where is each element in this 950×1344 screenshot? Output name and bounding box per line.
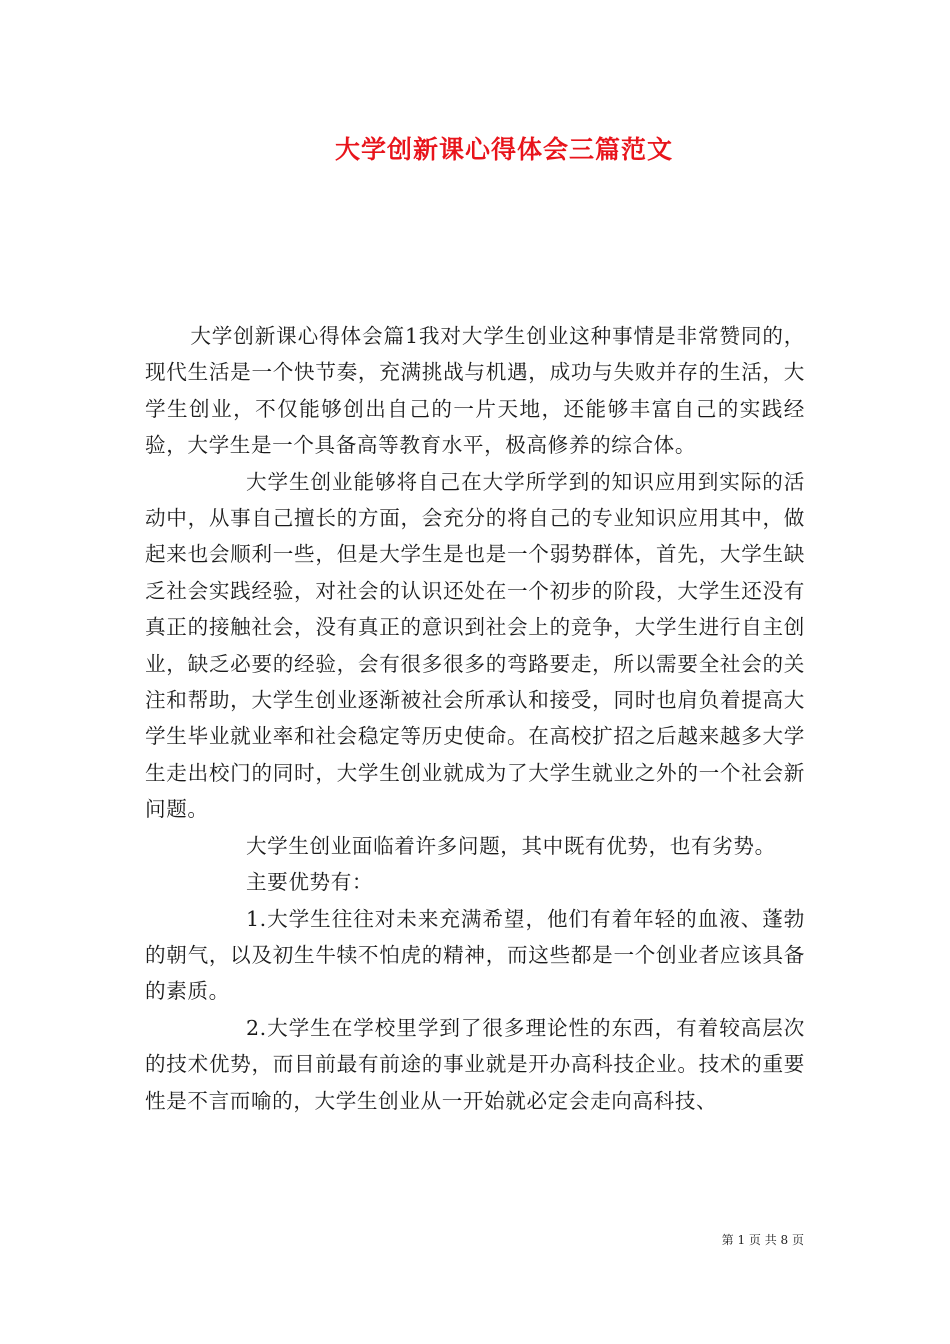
paragraph-5: 1.大学生往往对未来充满希望，他们有着年轻的血液、蓬勃的朝气，以及初生牛犊不怕虎的精神，而这些都是一个创业者应该具备的素质。 [145, 906, 805, 1004]
paragraph-3: 大学生创业面临着许多问题，其中既有优势，也有劣势。 [245, 833, 776, 858]
document-title: 大学创新课心得体会三篇范文 [334, 135, 673, 164]
paragraph-1: 大学创新课心得体会篇1我对大学生创业这种事情是非常赞同的，现代生活是一个快节奏，充满挑战与机遇，成功与失败并存的生活，大学生创业，不仅能够创出自己的一片天地，还能够丰富自己的实践经验，大学生是一个具备高等教育水平，极高修养的综合体。 [145, 324, 805, 458]
page-number-footer: 第 1 页 共 8 页 [721, 1233, 804, 1247]
document-body [145, 318, 805, 1119]
paragraph-4: 主要优势有： [245, 870, 374, 895]
paragraph-6: 2.大学生在学校里学到了很多理论性的东西，有着较高层次的技术优势，而目前最有前途的事业就是开办高科技企业。技术的重要性是不言而喻的，大学生创业从一开始就必定会走向高科技、 [145, 1015, 805, 1113]
paragraph-2: 大学生创业能够将自己在大学所学到的知识应用到实际的活动中，从事自己擅长的方面，会充分的将自己的专业知识应用其中，做起来也会顺利一些，但是大学生是也是一个弱势群体，首先，大学生缺乏社会实践经验，对社会的认识还处在一个初步的阶段，大学生还没有真正的接触社会，没有真正的意识到社会上的竞争，大学生进行自主创业，缺乏必要的经验，会有很多很多的弯路要走，所以需要全社会的关注和帮助，大学生创业逐渐被社会所承认和接受，同时也肩负着提高大学生毕业就业率和社会稳定等历史使命。在高校扩招之后越来越多大学生走出校门的同时，大学生创业就成为了大学生就业之外的一个社会新问题。 [145, 469, 805, 822]
